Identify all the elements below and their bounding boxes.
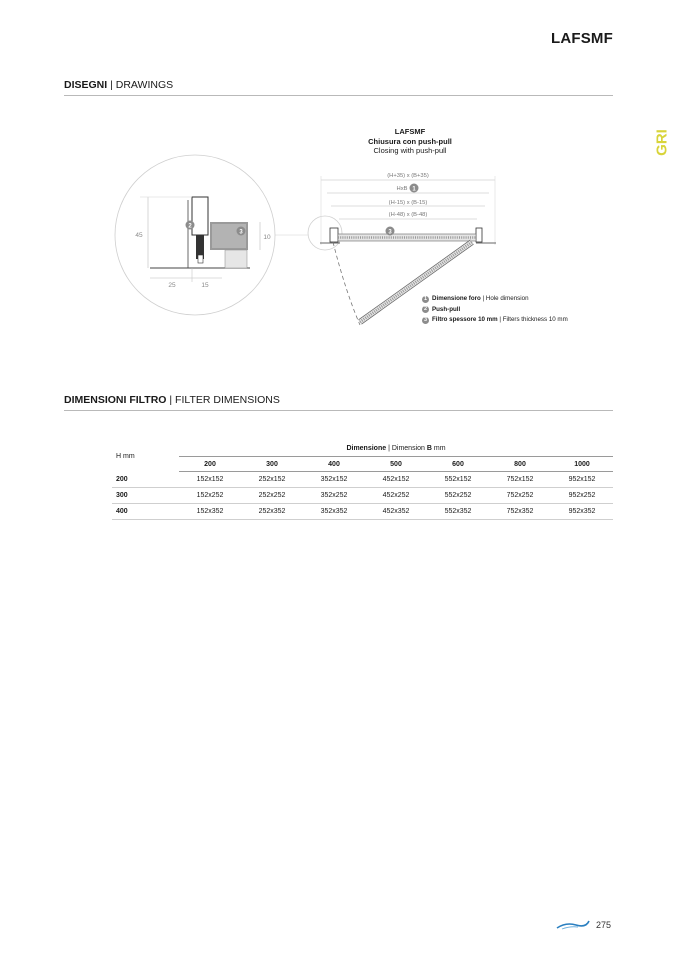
- legend-item-3-light: | Filters thickness 10 mm: [499, 316, 568, 323]
- column-header: 400: [303, 457, 365, 472]
- table-cell: 752x152: [489, 472, 551, 488]
- table-cell: 352x252: [303, 488, 365, 504]
- dim-filter-label: 10: [263, 234, 271, 241]
- lower-bracket: [225, 250, 247, 268]
- column-group-bold-b: B: [426, 445, 432, 452]
- table-cell: 452x352: [365, 504, 427, 520]
- plan-dim-4-label: (H-48) x (B-48): [388, 212, 428, 218]
- table-cell: 352x352: [303, 504, 365, 520]
- plan-frame-right: [476, 228, 482, 242]
- table-cell: 152x352: [179, 504, 241, 520]
- marker-1-plan-label: 1: [412, 186, 416, 193]
- row-header-cell: 200: [112, 472, 179, 488]
- table-cell: 552x352: [427, 504, 489, 520]
- legend-item-1-bold: Dimensione foro: [432, 295, 481, 302]
- marker-3-plan-label: 3: [388, 229, 392, 236]
- table-cell: 952x252: [551, 488, 613, 504]
- table-cell: 252x152: [241, 472, 303, 488]
- table-cell: 152x252: [179, 488, 241, 504]
- marker-2-section-label: 2: [188, 223, 192, 230]
- page-footer: [556, 920, 611, 930]
- product-code: LAFSMF: [550, 30, 613, 47]
- column-headers: [112, 457, 613, 472]
- column-group-unit: mm: [433, 445, 446, 452]
- filter-dims-title-light: FILTER DIMENSIONS: [175, 394, 280, 406]
- legend-marker-2: 2: [423, 306, 428, 313]
- table-cell: 952x352: [551, 504, 613, 520]
- table-cell: 452x252: [365, 488, 427, 504]
- legend-item-3-bold: Filtro spessore 10 mm: [432, 316, 498, 323]
- caption-english: Closing with push-pull: [373, 146, 447, 155]
- drawings-title-light: DRAWINGS: [115, 79, 174, 91]
- column-header: 600: [427, 457, 489, 472]
- plan-frame-left: [330, 228, 338, 242]
- marker-3-section-label: 3: [239, 229, 243, 236]
- dim-height-label: 45: [135, 232, 143, 239]
- brand-logo: [556, 920, 590, 930]
- table-cell: 152x152: [179, 472, 241, 488]
- dim-width-a-label: 25: [168, 282, 176, 289]
- push-pull-tip: [198, 255, 203, 263]
- column-header: 500: [365, 457, 427, 472]
- table-cell: 252x352: [241, 504, 303, 520]
- row-header-cell: 400: [112, 504, 179, 520]
- column-group-light: | Dimension: [388, 445, 425, 452]
- page-number: 275: [596, 920, 612, 930]
- table-cell: 952x152: [551, 472, 613, 488]
- table-cell: 752x352: [489, 504, 551, 520]
- caption-model: LAFSMF: [394, 127, 426, 136]
- legend-item-1: [422, 294, 568, 305]
- filter-dims-section-title: [64, 394, 280, 406]
- frame-profile: [192, 197, 208, 235]
- plan-dim-3-label: (H-15) x (B-15): [388, 200, 428, 206]
- table-row: [112, 488, 613, 504]
- plan-dim-2-label: HxB: [396, 186, 408, 192]
- column-group-header: [179, 441, 613, 457]
- legend-item-1-light: | Hole dimension: [482, 295, 529, 302]
- drawings-title-bold: DISEGNI: [64, 79, 108, 91]
- filter-dims-title-separator: |: [169, 394, 173, 406]
- column-header: 300: [241, 457, 303, 472]
- table-row: [112, 472, 613, 488]
- category-label: GRI: [653, 129, 671, 156]
- column-header: 1000: [551, 457, 613, 472]
- table-row: [112, 504, 613, 520]
- legend-item-3: [422, 315, 568, 326]
- legend-marker-3: 3: [423, 316, 428, 323]
- filter-dims-title-bold: DIMENSIONI FILTRO: [64, 394, 167, 406]
- table-cell: 552x152: [427, 472, 489, 488]
- technical-drawing: [0, 0, 677, 400]
- brand-swoosh-inner: [562, 927, 578, 929]
- swing-arc: [333, 242, 360, 325]
- row-header-h-mm: H mm: [116, 452, 135, 460]
- filter-dimensions-table: [112, 441, 613, 520]
- column-header: 200: [179, 457, 241, 472]
- column-group-bold-a: Dimensione: [346, 445, 387, 452]
- table-cell: 452x152: [365, 472, 427, 488]
- legend-marker-1: 1: [423, 295, 428, 302]
- table-cell: 752x252: [489, 488, 551, 504]
- table-cell: 252x252: [241, 488, 303, 504]
- column-header: 800: [489, 457, 551, 472]
- plan-dim-1-label: (H+35) x (B+35): [387, 173, 429, 179]
- table-cell: 352x152: [303, 472, 365, 488]
- caption-italian: Chiusura con push-pull: [368, 136, 452, 146]
- drawing-legend: [422, 294, 568, 326]
- filter-dims-divider: [64, 410, 613, 411]
- legend-item-2-bold: Push-pull: [432, 305, 461, 313]
- dim-width-b-label: 15: [201, 282, 209, 289]
- table-cell: 552x252: [427, 488, 489, 504]
- drawings-title-separator: |: [110, 79, 113, 91]
- legend-item-2: [422, 305, 568, 316]
- row-header-cell: 300: [112, 488, 179, 504]
